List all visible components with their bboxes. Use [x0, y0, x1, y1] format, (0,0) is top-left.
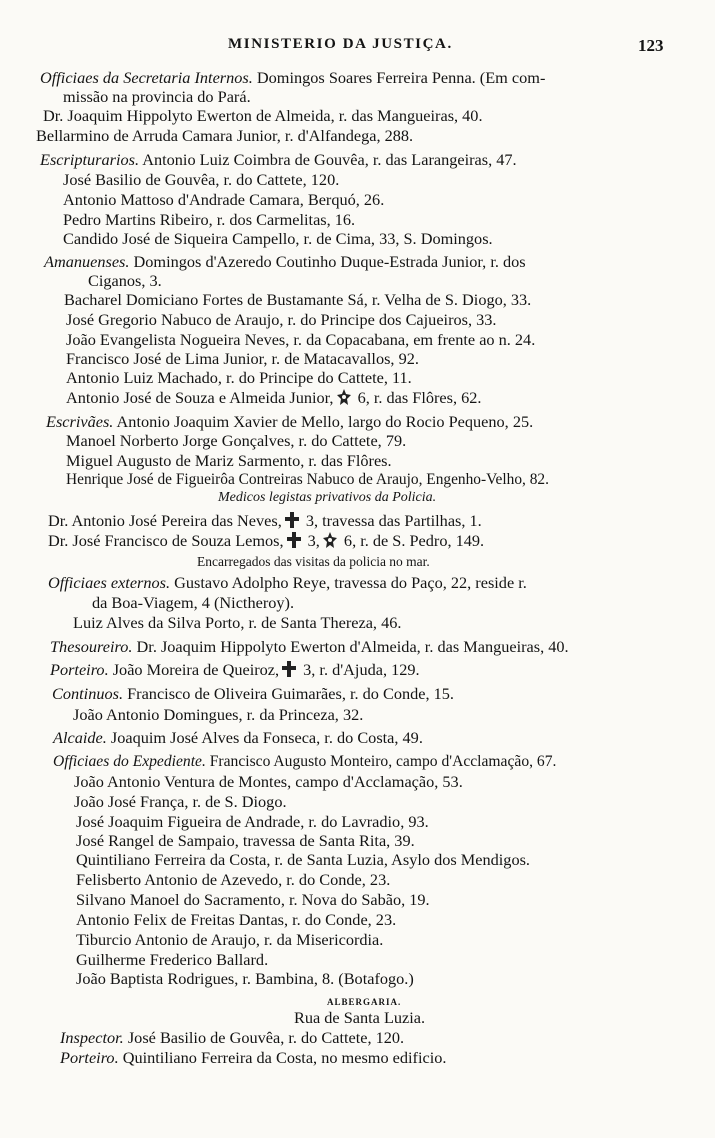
entry-text: Antonio Luiz Machado, r. do Principe do Cattete, 11. [66, 368, 412, 387]
entry-line [66, 451, 392, 471]
entry-line [73, 613, 401, 633]
entry-line [46, 412, 533, 432]
entry-text: José Basilio de Gouvêa, r. do Cattete, 120. [123, 1028, 405, 1047]
entry-text: Bellarmino de Arruda Camara Junior, r. d'Alfandega, 288. [36, 126, 414, 145]
entry-line [66, 388, 481, 408]
entry-text: missão na provincia do Pará. [63, 87, 251, 106]
entry-text: 6, r. de S. Pedro, 149. [339, 531, 485, 550]
entry-line [66, 349, 419, 369]
order-rose-icon [322, 531, 338, 549]
entry-line [60, 1028, 404, 1048]
entry-text: Dr. Joaquim Hippolyto Ewerton d'Almeida, r. das Mangueiras, 40. [132, 637, 569, 656]
subheading [218, 488, 436, 508]
entry-line [92, 593, 294, 613]
entry-text: Quintiliano Ferreira da Costa, no mesmo edificio. [118, 1048, 447, 1067]
entry-text: Tiburcio Antonio de Araujo, r. da Misericordia. [76, 930, 384, 949]
running-title: MINISTERIO DA JUSTIÇA. [228, 36, 453, 52]
entry-line [76, 850, 530, 870]
entry-text: Antonio Luiz Coimbra de Gouvêa, r. das Larangeiras, 47. [139, 150, 517, 169]
section-label: Officiaes do Expediente. [53, 753, 206, 770]
entry-line [44, 252, 526, 272]
entry-text: Francisco de Oliveira Guimarães, r. do Conde, 15. [123, 684, 454, 703]
section-label: Officiaes externos. [48, 573, 171, 592]
page-header [0, 36, 715, 60]
entry-text: 3, [303, 531, 320, 550]
section-heading-text: ALBERGARIA. [327, 997, 402, 1007]
entry-text: Francisco José de Lima Junior, r. de Matacavallos, 92. [66, 349, 419, 368]
entry-line [53, 728, 423, 748]
entry-line [76, 930, 383, 950]
entry-line [40, 68, 545, 88]
entry-line [36, 126, 413, 146]
entry-text: Dr. José Francisco de Souza Lemos, [48, 531, 284, 550]
entry-text: Ciganos, 3. [88, 271, 162, 290]
entry-text: Rua de Santa Luzia. [294, 1008, 426, 1027]
section-label: Inspector. [60, 1028, 124, 1047]
entry-line [76, 910, 396, 930]
entry-text: João Evangelista Nogueira Neves, r. da Copacabana, em frente ao n. 24. [66, 330, 536, 349]
order-rose-icon [336, 388, 352, 406]
entry-line [50, 637, 569, 657]
entry-text: Domingos d'Azeredo Coutinho Duque-Estrada Junior, r. dos [129, 252, 526, 271]
entry-line [48, 573, 527, 593]
entry-text: Antonio José de Souza e Almeida Junior, [66, 388, 334, 407]
entry-text: Antonio Felix de Freitas Dantas, r. do Conde, 23. [76, 910, 397, 929]
section-label: Alcaide. [53, 728, 107, 747]
entry-line [74, 772, 463, 792]
order-cross-icon [286, 531, 302, 549]
section-label: Officiaes da Secretaria Internos. [40, 68, 253, 87]
entry-line [66, 431, 406, 451]
entry-text: Candido José de Siqueira Campello, r. de Cima, 33, S. Domingos. [63, 229, 493, 248]
order-cross-icon [284, 511, 300, 529]
entry-line [76, 969, 414, 989]
entry-line [63, 229, 493, 249]
entry-text: Guilherme Frederico Ballard. [76, 950, 269, 969]
entry-line [63, 170, 339, 190]
section-label: Escripturarios. [40, 150, 140, 169]
entry-line [294, 1008, 425, 1028]
entry-text: Dr. Joaquim Hippolyto Ewerton de Almeida, r. das Mangueiras, 40. [43, 106, 483, 125]
subheading-text: Medicos legistas privativos da Policia. [218, 490, 437, 505]
page-number: 123 [638, 36, 664, 55]
entry-line [66, 330, 535, 350]
section-label: Porteiro. [50, 660, 109, 679]
entry-line [74, 792, 287, 812]
entry-text: José Joaquim Figueira de Andrade, r. do Lavradio, 93. [76, 812, 429, 831]
entry-text: Antonio Mattoso d'Andrade Camara, Berquó, 26. [63, 190, 385, 209]
entry-line [48, 511, 482, 531]
entry-line [53, 752, 556, 772]
entry-text: 3, travessa das Partilhas, 1. [301, 511, 482, 530]
order-cross-icon [281, 660, 297, 678]
entry-text: José Basilio de Gouvêa, r. do Cattete, 120. [63, 170, 340, 189]
entry-text: Antonio Joaquim Xavier de Mello, largo do Rocio Pequeno, 25. [113, 412, 534, 431]
entry-line [66, 368, 412, 388]
entry-text: José Gregorio Nabuco de Araujo, r. do Principe dos Cajueiros, 33. [66, 310, 497, 329]
entry-text: Quintiliano Ferreira da Costa, r. de Santa Luzia, Asylo dos Mendigos. [76, 850, 530, 869]
entry-text: Bacharel Domiciano Fortes de Bustamante Sá, r. Velha de S. Diogo, 33. [64, 290, 532, 309]
entry-text: João Antonio Ventura de Montes, campo d'Acclamação, 53. [74, 772, 463, 791]
entry-text: Gustavo Adolpho Reye, travessa do Paço, 22, reside r. [170, 573, 527, 592]
entry-text: Joaquim José Alves da Fonseca, r. do Costa, 49. [106, 728, 423, 747]
entry-line [60, 1048, 446, 1068]
entry-text: 6, r. das Flôres, 62. [353, 388, 482, 407]
section-label: Escrivães. [46, 412, 114, 431]
entry-line [76, 870, 390, 890]
entry-text: Dr. Antonio José Pereira das Neves, [48, 511, 282, 530]
entry-line [76, 831, 415, 851]
entry-text: Pedro Martins Ribeiro, r. dos Carmelitas, 16. [63, 210, 356, 229]
entry-text: Manoel Norberto Jorge Gonçalves, r. do Cattete, 79. [66, 431, 407, 450]
entry-text: Felisberto Antonio de Azevedo, r. do Conde, 23. [76, 870, 391, 889]
note-text: Encarregados das visitas da policia no mar. [197, 554, 430, 569]
section-label: Porteiro. [60, 1048, 119, 1067]
entry-text: 3, r. d'Ajuda, 129. [299, 660, 420, 679]
entry-text: Henrique José de Figueirôa Contreiras Nabuco de Araujo, Engenho-Velho, 82. [66, 471, 549, 488]
entry-text: Francisco Augusto Monteiro, campo d'Acclamação, 67. [205, 753, 557, 770]
section-label: Thesoureiro. [50, 637, 133, 656]
entry-line [76, 812, 429, 832]
entry-text: José Rangel de Sampaio, travessa de Santa Rita, 39. [76, 831, 415, 850]
entry-text: João José França, r. de S. Diogo. [74, 792, 287, 811]
entry-line [88, 271, 162, 291]
entry-line [66, 310, 496, 330]
entry-text: da Boa-Viagem, 4 (Nictheroy). [92, 593, 295, 612]
entry-text: João Antonio Domingues, r. da Princeza, 32. [73, 705, 364, 724]
entry-line [50, 660, 420, 680]
section-label: Amanuenses. [44, 252, 130, 271]
entry-text: Domingos Soares Ferreira Penna. (Em com- [252, 68, 546, 87]
entry-line [64, 290, 531, 310]
entry-text: Silvano Manoel do Sacramento, r. Nova do Sabão, 19. [76, 890, 430, 909]
note-line [197, 552, 430, 572]
entry-text: João Baptista Rodrigues, r. Bambina, 8. (Botafogo.) [76, 969, 414, 988]
entry-text: Miguel Augusto de Mariz Sarmento, r. das Flôres. [66, 451, 392, 470]
entry-line [40, 150, 517, 170]
entry-line [73, 705, 363, 725]
section-label: Continuos. [52, 684, 124, 703]
entry-text: Luiz Alves da Silva Porto, r. de Santa Thereza, 46. [73, 613, 402, 632]
entry-line [52, 684, 454, 704]
entry-line [76, 950, 268, 970]
entry-line [63, 210, 355, 230]
entry-line [48, 531, 484, 551]
entry-line [63, 87, 251, 107]
entry-line [76, 890, 430, 910]
entry-line [66, 470, 549, 490]
entry-text: João Moreira de Queiroz, [108, 660, 280, 679]
entry-line [63, 190, 384, 210]
entry-line [43, 106, 483, 126]
